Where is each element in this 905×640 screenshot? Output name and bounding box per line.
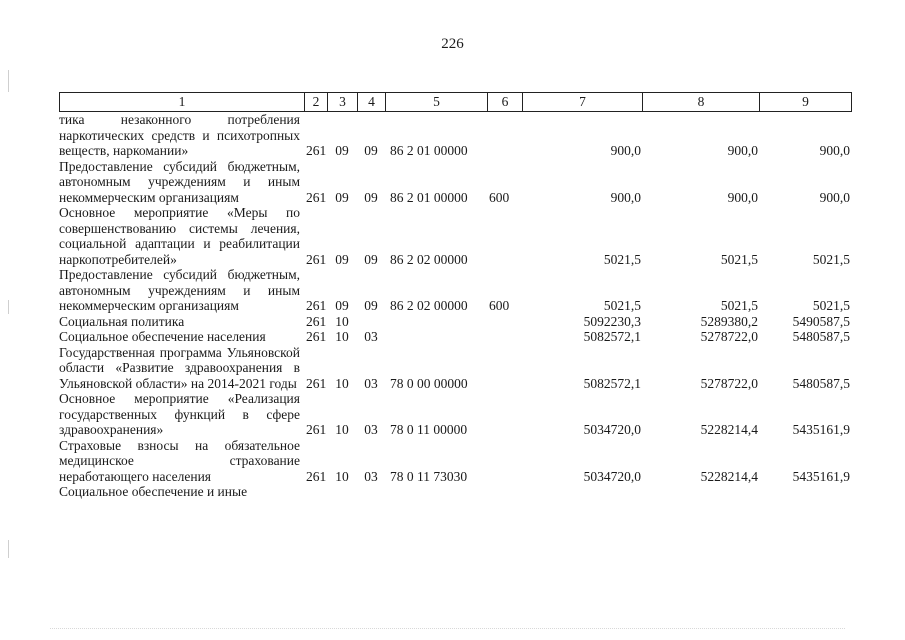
target-article-code xyxy=(385,329,487,345)
row-name: Страховые взносы на обязательное медицинское страхование неработающего населения xyxy=(59,437,300,484)
table-row xyxy=(59,159,851,206)
table-row xyxy=(59,205,851,267)
amount-col-9 xyxy=(759,484,851,500)
ministry-code: 261 xyxy=(306,298,327,313)
table-row xyxy=(59,345,851,392)
table-row xyxy=(59,112,851,159)
amount-col-8: 5278722,0 xyxy=(700,375,758,391)
header-col-5: 5 xyxy=(386,93,488,112)
amount-col-8: 900,0 xyxy=(727,189,758,205)
amount-col-8: 5289380,2 xyxy=(700,313,758,329)
amount-col-8: 5278722,0 xyxy=(700,329,758,344)
header-col-2: 2 xyxy=(305,93,328,112)
amount-col-7: 5021,5 xyxy=(603,251,641,267)
amount-col-9: 5435161,9 xyxy=(792,422,850,437)
amount-col-8: 5228214,4 xyxy=(700,422,758,437)
amount-col-7: 5092230,3 xyxy=(583,313,641,329)
row-name: Основное мероприятие «Меры по совершенствованию системы лечения, социальной адаптации и реабилитации наркопотребителей» xyxy=(59,205,300,267)
budget-table xyxy=(59,112,851,500)
amount-col-9: 900,0 xyxy=(819,143,850,158)
target-article-code xyxy=(385,484,487,500)
expense-type-code xyxy=(487,391,522,438)
section-code: 09 xyxy=(335,298,349,313)
header-col-8: 8 xyxy=(643,93,760,112)
amount-col-9: 5021,5 xyxy=(812,251,850,267)
row-name: Основное мероприятие «Реализация государственных функций в сфере здравоохранения» xyxy=(59,391,300,437)
subsection-code: 09 xyxy=(364,189,378,205)
ministry-code: 261 xyxy=(306,422,327,437)
amount-col-9: 5435161,9 xyxy=(792,468,850,484)
section-code: 09 xyxy=(335,189,349,205)
expense-type-code: 600 xyxy=(489,298,510,313)
amount-col-7: 5021,5 xyxy=(603,298,641,313)
target-article-code: 78 0 11 00000 xyxy=(390,422,468,437)
amount-col-8: 5228214,4 xyxy=(700,468,758,484)
expense-type-code xyxy=(487,438,522,485)
header-col-9: 9 xyxy=(760,93,852,112)
section-code: 10 xyxy=(335,329,349,344)
amount-col-9: 5021,5 xyxy=(812,298,850,313)
ministry-code xyxy=(304,484,327,500)
target-article-code: 78 0 11 73030 xyxy=(390,468,468,484)
subsection-code: 09 xyxy=(364,251,378,267)
amount-col-8: 900,0 xyxy=(727,143,758,158)
subsection-code: 03 xyxy=(364,468,378,484)
row-name: Социальное обеспечение и иные xyxy=(59,484,248,499)
amount-col-9: 900,0 xyxy=(819,189,850,205)
amount-col-8: 5021,5 xyxy=(720,298,758,313)
row-name: Предоставление субсидий бюджетным, автономным учреждениям и иным некоммерческим организациям xyxy=(59,267,300,313)
expense-type-code: 600 xyxy=(489,189,510,205)
header-col-1: 1 xyxy=(60,93,305,112)
subsection-code: 09 xyxy=(364,143,378,158)
subsection-code xyxy=(357,484,385,500)
expense-type-code xyxy=(487,112,522,159)
subsection-code: 03 xyxy=(364,375,378,391)
section-code: 09 xyxy=(335,143,349,158)
ministry-code: 261 xyxy=(306,375,327,391)
table-row xyxy=(59,267,851,314)
margin-mark xyxy=(8,540,9,558)
amount-col-9: 5480587,5 xyxy=(792,329,850,344)
target-article-code: 78 0 00 00000 xyxy=(390,375,468,391)
header-col-3: 3 xyxy=(328,93,358,112)
target-article-code: 86 2 02 00000 xyxy=(390,251,468,267)
subsection-code: 03 xyxy=(364,329,378,344)
row-name: Предоставление субсидий бюджетным, автономным учреждениям и иным некоммерческим организациям xyxy=(59,158,300,205)
scan-artifact-line xyxy=(50,628,845,630)
row-name: Социальная политика xyxy=(59,313,185,329)
expense-type-code xyxy=(487,329,522,345)
amount-col-7: 5082572,1 xyxy=(583,329,641,344)
expense-type-code xyxy=(487,314,522,330)
table-row xyxy=(59,484,851,500)
row-name: тика незаконного потребления наркотических средств и психотропных веществ, наркомании» xyxy=(59,112,300,158)
table-row xyxy=(59,438,851,485)
subsection-code: 03 xyxy=(364,422,378,437)
ministry-code: 261 xyxy=(306,143,327,158)
row-name: Государственная программа Ульяновской области «Развитие здравоохранения в Ульяновской области» на 2014-2021 годы xyxy=(59,344,300,391)
ministry-code: 261 xyxy=(306,251,327,267)
expense-type-code xyxy=(487,205,522,267)
section-code: 10 xyxy=(335,422,349,437)
section-code xyxy=(327,484,357,500)
expense-type-code xyxy=(487,345,522,392)
target-article-code xyxy=(385,314,487,330)
amount-col-7 xyxy=(522,484,642,500)
section-code: 10 xyxy=(335,375,349,391)
target-article-code: 86 2 01 00000 xyxy=(390,143,468,158)
amount-col-8 xyxy=(642,484,759,500)
column-number-header xyxy=(59,92,852,112)
section-code: 10 xyxy=(335,468,349,484)
target-article-code: 86 2 01 00000 xyxy=(390,189,468,205)
amount-col-7: 5082572,1 xyxy=(583,375,641,391)
amount-col-8: 5021,5 xyxy=(720,251,758,267)
margin-mark xyxy=(8,70,9,92)
ministry-code: 261 xyxy=(306,313,327,329)
amount-col-9: 5490587,5 xyxy=(792,313,850,329)
section-code: 10 xyxy=(335,313,349,329)
row-name: Социальное обеспечение населения xyxy=(59,329,266,344)
ministry-code: 261 xyxy=(306,189,327,205)
page-number: 226 xyxy=(441,36,464,52)
ministry-code: 261 xyxy=(306,329,327,344)
amount-col-7: 900,0 xyxy=(610,143,641,158)
table-row xyxy=(59,391,851,438)
expense-type-code xyxy=(487,484,522,500)
table-row xyxy=(59,314,851,330)
amount-col-7: 900,0 xyxy=(610,189,641,205)
header-col-6: 6 xyxy=(488,93,523,112)
margin-mark xyxy=(8,300,9,314)
amount-col-7: 5034720,0 xyxy=(583,422,641,437)
subsection-code xyxy=(357,314,385,330)
section-code: 09 xyxy=(335,251,349,267)
table-row xyxy=(59,329,851,345)
subsection-code: 09 xyxy=(364,298,378,313)
amount-col-9: 5480587,5 xyxy=(792,375,850,391)
header-col-7: 7 xyxy=(523,93,643,112)
header-col-4: 4 xyxy=(358,93,386,112)
target-article-code: 86 2 02 00000 xyxy=(390,298,468,313)
amount-col-7: 5034720,0 xyxy=(583,468,641,484)
ministry-code: 261 xyxy=(306,468,327,484)
